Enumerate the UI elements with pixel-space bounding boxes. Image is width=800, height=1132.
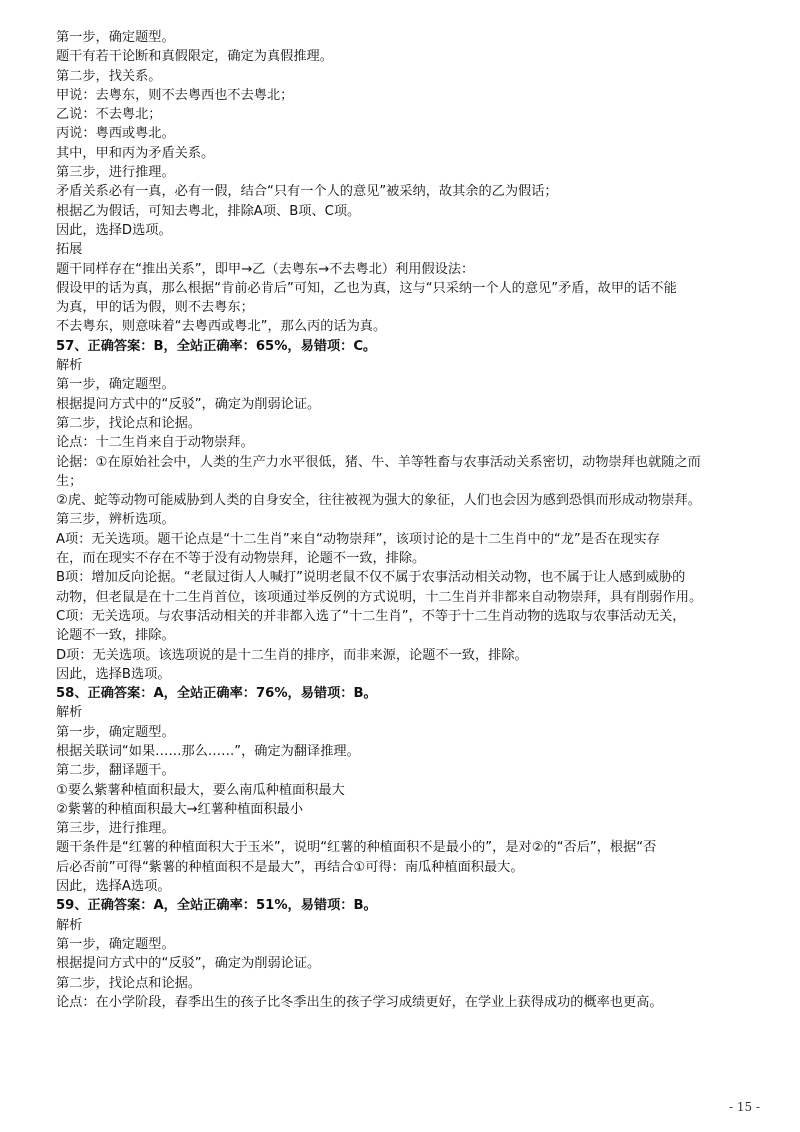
text-line: 因此，选择D选项。 <box>56 222 172 238</box>
text-line: 论点：在小学阶段，春季出生的孩子比冬季出生的孩子学习成绩更好，在学业上获得成功的概率也更高。 <box>56 994 663 1010</box>
text-line: A项：无关选项。题干论点是“十二生肖”来自“动物崇拜”，该项讨论的是十二生肖中的“龙”是否在现实存 <box>56 531 660 547</box>
text-line: 假设甲的话为真，那么根据“肯前必肯后”可知，乙也为真，这与“只采纳一个人的意见”矛盾，故甲的话不能 <box>56 280 677 296</box>
answer-heading: 58、正确答案：A，全站正确率：76%，易错项：B。 <box>56 686 377 702</box>
text-line: 第二步，找论点和论据。 <box>56 415 202 431</box>
text-line: ②紫薯的种植面积最大→红薯种植面积最小 <box>56 801 304 817</box>
text-line: 解析 <box>56 917 83 933</box>
text-line: B项：增加反向论据。“老鼠过街人人喊打”说明老鼠不仅不属于农事活动相关动物，也不属于让人感到威胁的 <box>56 570 686 586</box>
text-line: 解析 <box>56 358 83 374</box>
text-line: C项：无关选项。与农事活动相关的并非都入选了“十二生肖”，不等于十二生肖动物的选取与农事活动无关， <box>56 608 686 624</box>
text-line: 第三步，进行推理。 <box>56 821 175 837</box>
answer-heading: 57、正确答案：B，全站正确率：65%，易错项：C。 <box>56 338 377 354</box>
text-line: 第二步，找论点和论据。 <box>56 975 202 991</box>
text-line: 乙说：不去粤北； <box>56 107 162 123</box>
text-line: 题干条件是“红薯的种植面积大于玉米”，说明“红薯的种植面积不是最小的”，是对②的“否后”，根据“否 <box>56 840 657 856</box>
text-line: 解析 <box>56 705 83 721</box>
text-line: 第一步，确定题型。 <box>56 30 175 45</box>
text-line: ②虎、蛇等动物可能威胁到人类的自身安全，往往被视为强大的象征，人们也会因为感到恐惧而形成动物崇拜。 <box>56 493 701 509</box>
text-line: 因此，选择B选项。 <box>56 666 171 682</box>
document-body <box>56 28 756 1012</box>
text-line: 不去粤东，则意味着“去粤西或粤北”，那么丙的话为真。 <box>56 319 387 335</box>
text-line: ①要么紫薯种植面积最大，要么南瓜种植面积最大 <box>56 782 345 798</box>
text-line: 论据：①在原始社会中，人类的生产力水平很低，猪、牛、羊等牲畜与农事活动关系密切，动物崇拜也就随之而 <box>56 454 701 470</box>
text-line: 论点：十二生肖来自于动物崇拜。 <box>56 435 254 451</box>
text-line: 丙说：粤西或粤北。 <box>56 126 175 142</box>
text-line: 动物，但老鼠是在十二生肖首位，该项通过举反例的方式说明，十二生肖并非都来自动物崇拜，具有削弱作用。 <box>56 589 703 605</box>
text-line: 根据提问方式中的“反驳”，确定为削弱论证。 <box>56 956 321 972</box>
page-number: - 15 - <box>728 1100 760 1114</box>
text-line: 生； <box>56 473 83 489</box>
text-line: 第三步，进行推理。 <box>56 165 175 181</box>
text-line: 题干有若干论断和真假限定，确定为真假推理。 <box>56 49 333 65</box>
text-line: 矛盾关系必有一真，必有一假，结合“只有一个人的意见”被采纳，故其余的乙为假话； <box>56 184 558 200</box>
text-line: D项：无关选项。该选项说的是十二生肖的排序，而非来源，论题不一致，排除。 <box>56 647 528 663</box>
text-line: 在，而在现实不存在不等于没有动物崇拜，论题不一致，排除。 <box>56 551 426 567</box>
text-line: 因此，选择A选项。 <box>56 879 171 895</box>
text-line: 其中，甲和丙为矛盾关系。 <box>56 145 215 161</box>
text-line: 后必否前”可得“紫薯的种植面积不是最大”，再结合①可得：南瓜种植面积最大。 <box>56 859 524 875</box>
text-line: 根据提问方式中的“反驳”，确定为削弱论证。 <box>56 396 321 412</box>
text-line: 论题不一致，排除。 <box>56 628 175 644</box>
text-line: 题干同样存在“推出关系”，即甲→乙（去粤东→不去粤北）利用假设法： <box>56 261 475 277</box>
text-line: 第一步，确定题型。 <box>56 936 175 952</box>
text-line: 第二步，找关系。 <box>56 68 162 84</box>
text-line: 第一步，确定题型。 <box>56 724 175 740</box>
text-line: 第一步，确定题型。 <box>56 377 175 393</box>
text-line: 第三步，辨析选项。 <box>56 512 175 528</box>
text-line: 为真，甲的话为假，则不去粤东； <box>56 300 254 316</box>
answer-heading: 59、正确答案：A，全站正确率：51%，易错项：B。 <box>56 898 377 914</box>
text-line: 第二步，翻译题干。 <box>56 763 175 779</box>
text-line: 甲说：去粤东，则不去粤西也不去粤北； <box>56 87 294 103</box>
text-line: 根据乙为假话，可知去粤北，排除A项、B项、C项。 <box>56 203 361 219</box>
text-line: 拓展 <box>56 242 83 258</box>
text-line: 根据关联词“如果……那么……”，确定为翻译推理。 <box>56 743 360 759</box>
